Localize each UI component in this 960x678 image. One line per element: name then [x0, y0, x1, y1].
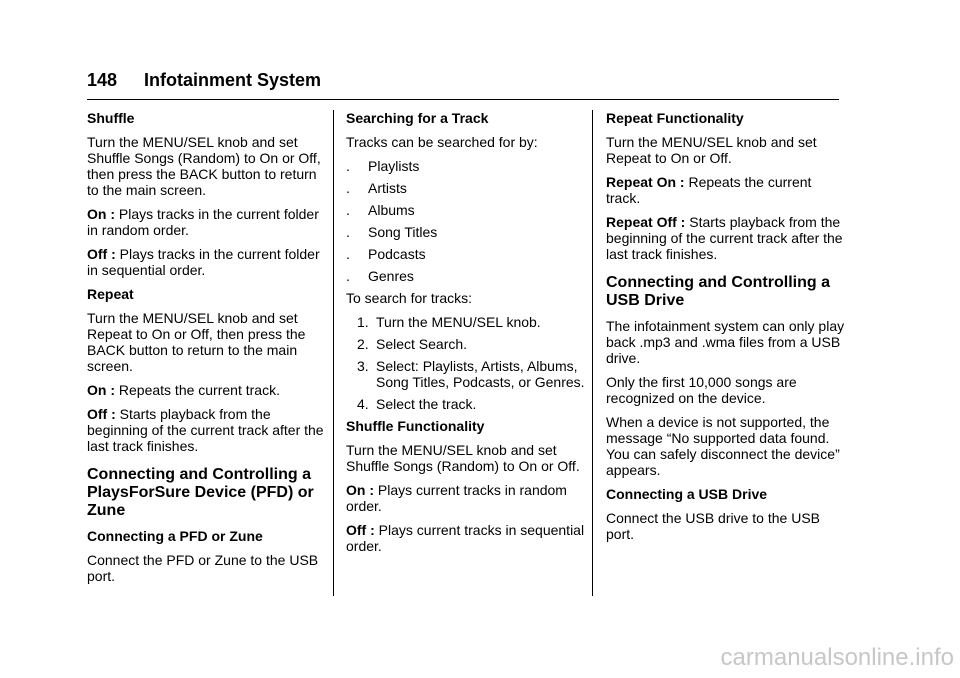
page-number: 148 [87, 70, 118, 90]
column-divider-2 [592, 110, 593, 596]
bullet-dot: . [346, 268, 350, 284]
repeat-off-text: Starts playback from the beginning of the current track after the last track finishes. [606, 214, 843, 262]
shuffle-functionality-text: Turn the MENU/SEL knob and set Shuffle Songs (Random) to On or Off. [346, 442, 580, 474]
repeat-heading: Repeat [87, 286, 134, 302]
usb-text-3: When a device is not supported, the message “No supported data found. You can safely disconnect the device” appears. [606, 414, 840, 478]
step-item [346, 314, 586, 330]
list-item [346, 180, 586, 196]
step-item [346, 358, 586, 390]
repeat-functionality-heading: Repeat Functionality [606, 110, 744, 126]
step-number: 4. [357, 396, 369, 412]
shuffle-on-label: On : [87, 206, 115, 222]
step-text: Select: Playlists, Artists, Albums, Song Titles, Podcasts, or Genres. [376, 358, 585, 390]
repeat-off-item [87, 406, 327, 454]
list-item [346, 202, 586, 218]
list-item [346, 224, 586, 240]
search-steps-list [346, 314, 586, 412]
column-divider-1 [333, 110, 334, 596]
usb-subheading: Connecting a USB Drive [606, 486, 768, 502]
step-item [346, 396, 586, 412]
search-heading: Searching for a Track [346, 110, 489, 126]
usb-heading: Connecting and Controlling a USB Drive [606, 274, 830, 309]
section-title: Infotainment System [144, 70, 322, 90]
step-item [346, 336, 586, 352]
off-item [346, 522, 586, 554]
repeat-off-text: Starts playback from the beginning of the current track after the last track finishes. [87, 406, 324, 454]
step-text: Turn the MENU/SEL knob. [376, 314, 541, 330]
repeat-functionality-text: Turn the MENU/SEL knob and set Repeat to On or Off. [606, 134, 817, 166]
column-2 [346, 110, 586, 562]
usb-text-2: Only the first 10,000 songs are recognized on the device. [606, 374, 797, 406]
usb-text-1: The infotainment system can only play back .mp3 and .wma files from a USB drive. [606, 318, 845, 366]
repeat-off-label: Off : [87, 406, 116, 422]
watermark: carmanualsonline.info [720, 644, 954, 671]
off-label: Off : [346, 522, 375, 538]
shuffle-heading: Shuffle [87, 110, 135, 126]
step-number: 3. [357, 358, 369, 374]
list-item-text: Albums [368, 202, 415, 218]
search-intro: Tracks can be searched for by: [346, 134, 538, 150]
step-text: Select Search. [376, 336, 468, 352]
bullet-dot: . [346, 246, 350, 262]
repeat-on-label: Repeat On : [606, 174, 685, 190]
bullet-dot: . [346, 158, 350, 174]
list-item [346, 268, 586, 284]
repeat-on-item [606, 174, 846, 206]
repeat-on-text: Repeats the current track. [606, 174, 812, 206]
pfd-heading: Connecting and Controlling a PlaysForSure Device (PFD) or Zune [87, 466, 314, 519]
bullet-dot: . [346, 180, 350, 196]
list-item-text: Artists [368, 180, 407, 196]
column-3 [606, 110, 846, 550]
to-search-intro: To search for tracks: [346, 290, 473, 306]
on-item [346, 482, 586, 514]
step-number: 1. [357, 314, 369, 330]
shuffle-functionality-heading: Shuffle Functionality [346, 418, 485, 434]
shuffle-off-item [87, 246, 327, 278]
repeat-on-label: On : [87, 382, 115, 398]
repeat-text: Turn the MENU/SEL knob and set Repeat to On or Off, then press the BACK button to return to the main screen. [87, 310, 306, 374]
list-item-text: Playlists [368, 158, 420, 174]
repeat-off-item [606, 214, 846, 262]
bullet-dot: . [346, 202, 350, 218]
pfd-subheading: Connecting a PFD or Zune [87, 528, 263, 544]
list-item [346, 158, 586, 174]
shuffle-on-text: Plays tracks in the current folder in random order. [87, 206, 319, 238]
page-header [87, 70, 838, 100]
shuffle-text: Turn the MENU/SEL knob and set Shuffle Songs (Random) to On or Off, then press the BACK button to return to the main screen. [87, 134, 321, 198]
shuffle-off-text: Plays tracks in the current folder in sequential order. [87, 246, 320, 278]
header-rule [87, 99, 839, 100]
step-text: Select the track. [376, 396, 477, 412]
list-item-text: Genres [368, 268, 414, 284]
on-text: Plays current tracks in random order. [346, 482, 567, 514]
list-item-text: Podcasts [368, 246, 426, 262]
on-label: On : [346, 482, 374, 498]
pfd-text: Connect the PFD or Zune to the USB port. [87, 552, 319, 584]
step-number: 2. [357, 336, 369, 352]
search-options-list [346, 158, 586, 284]
repeat-on-text: Repeats the current track. [115, 382, 280, 398]
off-text: Plays current tracks in sequential order. [346, 522, 585, 554]
list-item-text: Song Titles [368, 224, 438, 240]
shuffle-off-label: Off : [87, 246, 116, 262]
column-1 [87, 110, 327, 592]
repeat-off-label: Repeat Off : [606, 214, 686, 230]
list-item [346, 246, 586, 262]
bullet-dot: . [346, 224, 350, 240]
shuffle-on-item [87, 206, 327, 238]
repeat-on-item [87, 382, 327, 398]
usb-text-4: Connect the USB drive to the USB port. [606, 510, 820, 542]
